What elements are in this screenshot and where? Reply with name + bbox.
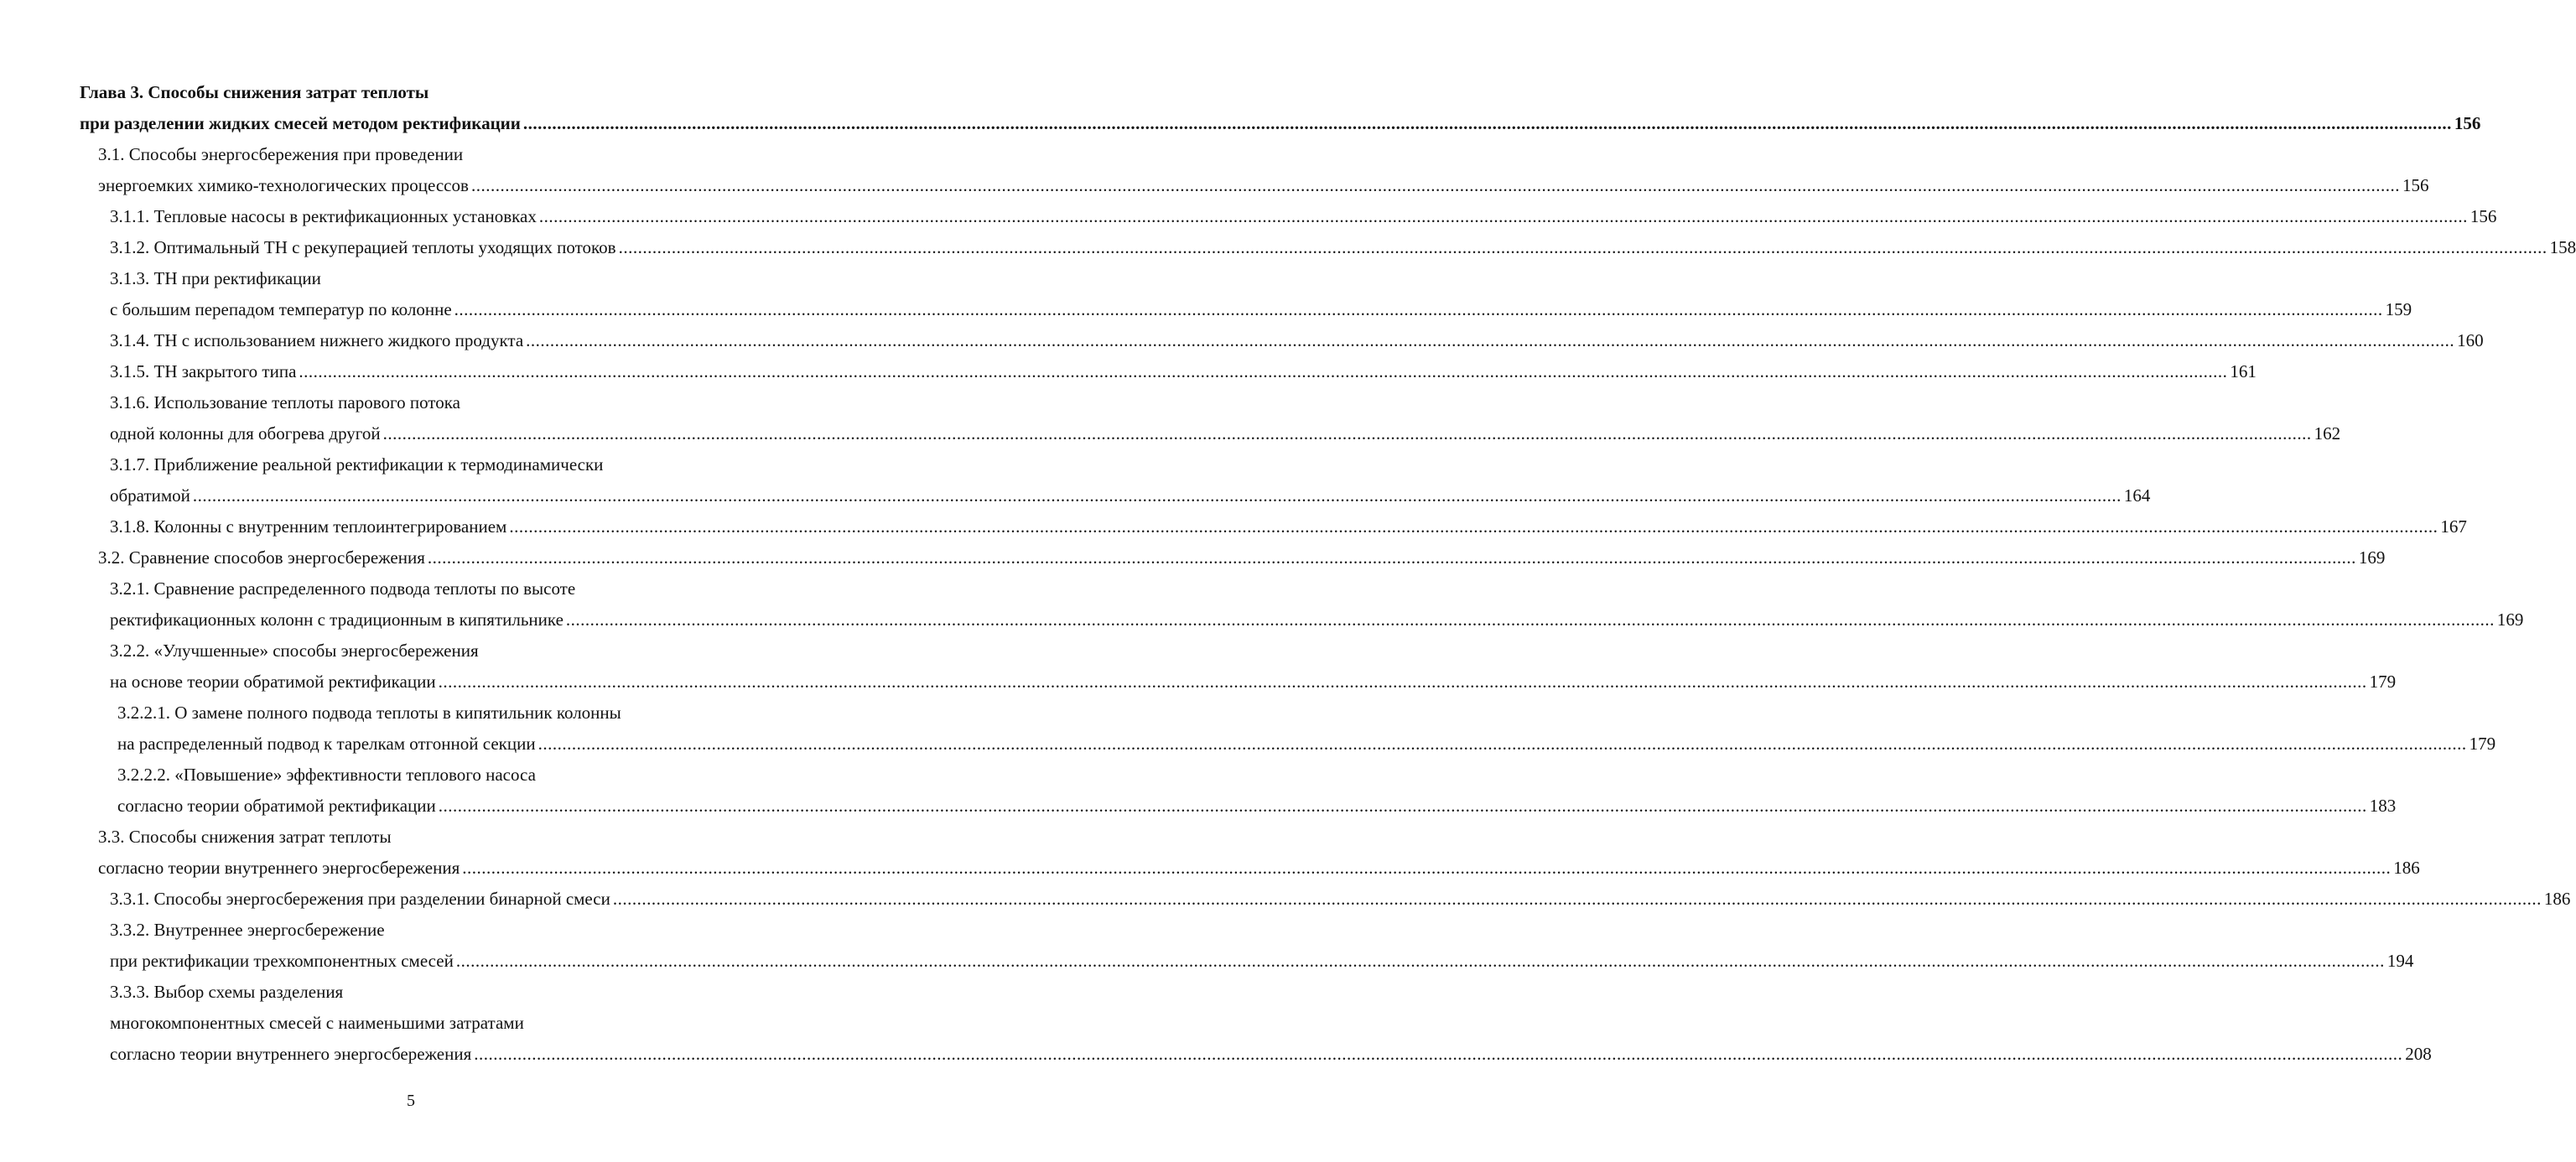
page-number: 5: [407, 1092, 415, 1110]
toc-line: [0, 170, 2429, 201]
dot-leader: ................................................................................................................................................................................................................................................................................................................................................................................................................: [438, 672, 2367, 692]
toc-line: [0, 791, 2397, 822]
toc-page-number: 169: [2358, 547, 2386, 568]
toc-page-number: 156: [2402, 175, 2429, 195]
dot-leader: ................................................................................................................................................................................................................................................................................................................................................................................................................: [438, 796, 2367, 816]
toc-entry-title: 3.1.6. Использование теплоты парового потока: [110, 392, 460, 412]
toc-entry-title: 3.2.1. Сравнение распределенного подвода теплоты по высоте: [110, 578, 576, 599]
dot-leader: ................................................................................................................................................................................................................................................................................................................................................................................................................: [526, 330, 2455, 350]
toc-line: [0, 201, 2497, 232]
toc-entry: [0, 201, 2497, 232]
toc-entry-title: 3.1.4. ТН с использованием нижнего жидкого продукта: [110, 330, 524, 350]
toc-page-number: 186: [2543, 889, 2571, 909]
toc-entry-title: одной колонны для обогрева другой: [110, 423, 381, 444]
toc-line: [0, 977, 822, 1008]
toc-line: [0, 77, 822, 108]
toc-entry-title: на распределенный подвод к тарелкам отгонной секции: [117, 734, 536, 754]
toc-entry: [0, 263, 2412, 325]
toc-entry-title: 3.1.1. Тепловые насосы в ректификационных установках: [110, 206, 537, 226]
toc-page-number: 161: [2230, 361, 2257, 381]
toc-entry: [0, 77, 2481, 139]
toc-line: [0, 1039, 2432, 1070]
toc-line: [0, 1008, 822, 1039]
toc-entry-title: Глава 3. Способы снижения затрат теплоты: [80, 82, 429, 102]
toc-entry-title: 3.1.8. Колонны с внутренним теплоинтегрированием: [110, 516, 507, 537]
toc-line: [0, 139, 822, 170]
dot-leader: ................................................................................................................................................................................................................................................................................................................................................................................................................: [470, 175, 2400, 195]
dot-leader: ................................................................................................................................................................................................................................................................................................................................................................................................................: [612, 889, 2542, 909]
toc-entry-title: 3.1.7. Приближение реальной ректификации к термодинамически: [110, 454, 604, 475]
toc-entry-title: 3.1.3. ТН при ректификации: [110, 268, 321, 288]
toc-entry-title: 3.2.2. «Улучшенные» способы энергосбережения: [110, 641, 479, 661]
toc-line: [0, 356, 2257, 387]
toc-line: [0, 232, 2576, 263]
dot-leader: ................................................................................................................................................................................................................................................................................................................................................................................................................: [565, 610, 2495, 630]
toc-entry-title: 3.3.2. Внутреннее энергосбережение: [110, 920, 385, 940]
toc-page-number: 162: [2314, 423, 2341, 444]
toc-entry-title: 3.1.5. ТН закрытого типа: [110, 361, 297, 381]
toc-page-number: 179: [2469, 734, 2496, 754]
toc-entry: [0, 387, 2341, 449]
toc-entry: [0, 139, 2429, 201]
toc-entry: [0, 511, 2467, 542]
toc-page-number: 156: [2454, 113, 2481, 133]
toc-entry-title: многокомпонентных смесей с наименьшими затратами: [110, 1013, 524, 1033]
toc-line: [0, 635, 822, 667]
toc-line: [0, 418, 2341, 449]
toc-entry: [0, 449, 2151, 511]
toc-line: [0, 729, 2496, 760]
toc-entry-title: согласно теории внутреннего энергосбережения: [98, 858, 460, 878]
dot-leader: ................................................................................................................................................................................................................................................................................................................................................................................................................: [618, 237, 2547, 257]
toc-page-number: 179: [2369, 672, 2397, 692]
toc-line: [0, 325, 2484, 356]
toc-entry-title: 3.2. Сравнение способов энергосбережения: [98, 547, 425, 568]
toc-line: [0, 108, 2481, 139]
toc-page-number: 186: [2393, 858, 2420, 878]
dot-leader: ................................................................................................................................................................................................................................................................................................................................................................................................................: [538, 206, 2468, 226]
toc-entry-title: 3.1. Способы энергосбережения при проведении: [98, 144, 464, 164]
dot-leader: ................................................................................................................................................................................................................................................................................................................................................................................................................: [382, 423, 2312, 444]
toc-entry-title: энергоемких химико-технологических процессов: [98, 175, 469, 195]
toc-line: [0, 604, 2524, 635]
toc-entry-title: с большим перепадом температур по колонне: [110, 299, 452, 319]
toc-entry-title: ректификационных колонн с традиционным в кипятильнике: [110, 610, 564, 630]
toc-page-number: 159: [2385, 299, 2412, 319]
toc-entry-title: согласно теории обратимой ректификации: [117, 796, 436, 816]
toc-page-number: 167: [2440, 516, 2467, 537]
toc-entry-title: при разделении жидких смесей методом ректификации: [80, 113, 521, 133]
toc-entry: [0, 573, 2524, 635]
toc-line: [0, 822, 822, 853]
toc-entry: [0, 884, 2571, 915]
toc-entry: [0, 635, 2397, 698]
toc-entry-title: согласно теории внутреннего энергосбережения: [110, 1044, 472, 1064]
toc-entry: [0, 232, 2576, 263]
toc-entry: [0, 822, 2420, 884]
toc-page-number: 194: [2386, 951, 2414, 971]
toc-entry-title: 3.3.1. Способы энергосбережения при разделении бинарной смеси: [110, 889, 610, 909]
toc-page-number: 169: [2496, 610, 2524, 630]
toc-line: [0, 542, 2386, 573]
toc-entry-title: 3.3.3. Выбор схемы разделения: [110, 982, 344, 1002]
toc-page-number: 164: [2123, 485, 2151, 506]
toc-entry: [0, 542, 2386, 573]
toc-line: [0, 760, 822, 791]
toc-entry: [0, 698, 2496, 760]
table-of-contents: [0, 77, 2576, 1070]
dot-leader: ................................................................................................................................................................................................................................................................................................................................................................................................................: [462, 858, 2392, 878]
toc-entry: [0, 325, 2484, 356]
toc-entry-title: обратимой: [110, 485, 190, 506]
dot-leader: ................................................................................................................................................................................................................................................................................................................................................................................................................: [538, 734, 2467, 754]
toc-line: [0, 573, 822, 604]
toc-entry-title: на основе теории обратимой ректификации: [110, 672, 436, 692]
toc-entry-title: 3.2.2.1. О замене полного подвода теплоты в кипятильник колонны: [117, 703, 621, 723]
toc-line: [0, 698, 822, 729]
dot-leader: ................................................................................................................................................................................................................................................................................................................................................................................................................: [192, 485, 2122, 506]
toc-page-number: 208: [2405, 1044, 2432, 1064]
toc-line: [0, 853, 2420, 884]
toc-entry-title: 3.1.2. Оптимальный ТН с рекуперацией теплоты уходящих потоков: [110, 237, 616, 257]
dot-leader: ................................................................................................................................................................................................................................................................................................................................................................................................................: [509, 516, 2438, 537]
toc-line: [0, 946, 2414, 977]
toc-page-number: 156: [2470, 206, 2497, 226]
dot-leader: ................................................................................................................................................................................................................................................................................................................................................................................................................: [299, 361, 2228, 381]
dot-leader: ................................................................................................................................................................................................................................................................................................................................................................................................................: [454, 299, 2383, 319]
toc-page-number: 160: [2457, 330, 2484, 350]
toc-line: [0, 511, 2467, 542]
toc-line: [0, 915, 822, 946]
toc-line: [0, 294, 2412, 325]
toc-line: [0, 480, 2151, 511]
toc-entry-title: 3.3. Способы снижения затрат теплоты: [98, 827, 392, 847]
toc-entry: [0, 356, 2257, 387]
toc-line: [0, 387, 822, 418]
toc-entry: [0, 760, 2397, 822]
toc-entry: [0, 915, 2414, 977]
toc-line: [0, 449, 822, 480]
dot-leader: ................................................................................................................................................................................................................................................................................................................................................................................................................: [522, 113, 2452, 133]
dot-leader: ................................................................................................................................................................................................................................................................................................................................................................................................................: [455, 951, 2385, 971]
toc-entry-title: 3.2.2.2. «Повышение» эффективности теплового насоса: [117, 765, 536, 785]
toc-page-number: 183: [2369, 796, 2397, 816]
toc-entry-title: при ректификации трехкомпонентных смесей: [110, 951, 454, 971]
dot-leader: ................................................................................................................................................................................................................................................................................................................................................................................................................: [427, 547, 2356, 568]
toc-line: [0, 667, 2397, 698]
dot-leader: ................................................................................................................................................................................................................................................................................................................................................................................................................: [474, 1044, 2403, 1064]
toc-page-number: 158: [2549, 237, 2576, 257]
toc-entry: [0, 977, 2432, 1070]
toc-line: [0, 263, 822, 294]
toc-line: [0, 884, 2571, 915]
